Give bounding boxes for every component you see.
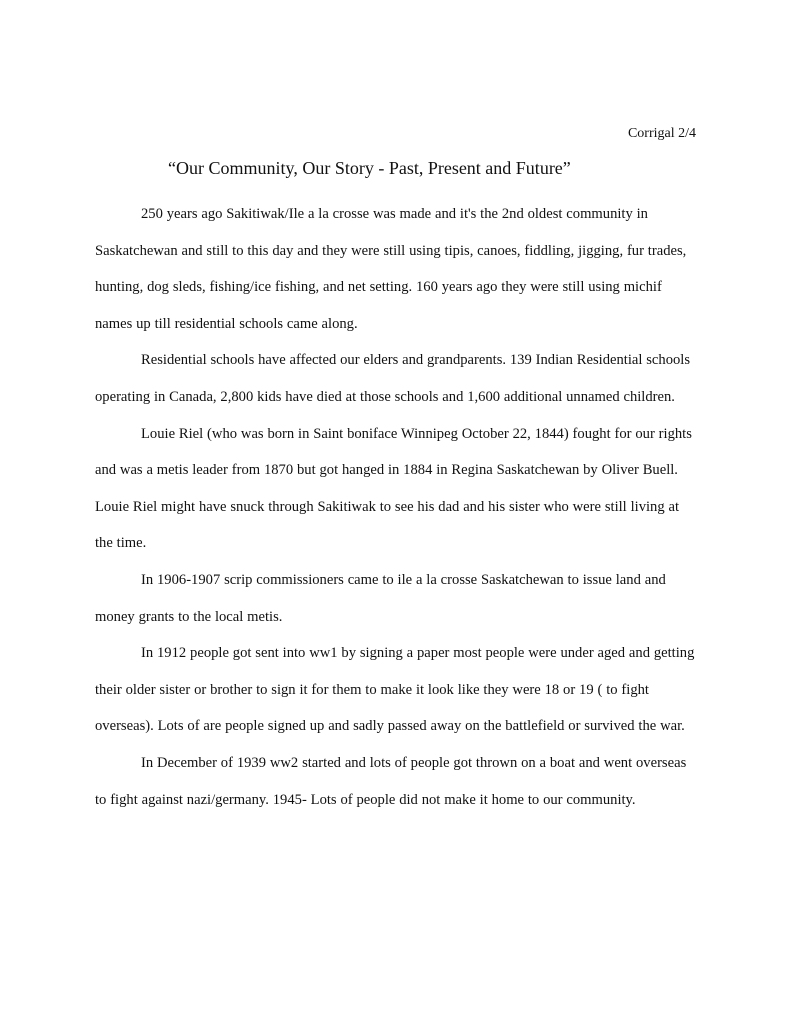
paragraph: In December of 1939 ww2 started and lots of people got thrown on a boat and went overseas to fight against nazi/germany. 1945- Lots of people did not make it home to our community. (95, 754, 687, 808)
page-header: Corrigal 2/4 (627, 126, 696, 141)
paragraph: In 1906-1907 scrip commissioners came to ile a la crosse Saskatchewan to issue land and money grants to the local metis. (95, 571, 666, 625)
essay-body (95, 196, 699, 818)
paragraph: Louie Riel (who was born in Saint boniface Winnipeg October 22, 1844) fought for our rights and was a metis leader from 1870 but got hanged in 1884 in Regina Saskatchewan by Oliver Buell. Louie Riel might have snuck through Sakitiwak to see his dad and his sister who were still living at the time. (95, 425, 692, 552)
paragraph: Residential schools have affected our elders and grandparents. 139 Indian Residential schools operating in Canada, 2,800 kids have died at those schools and 1,600 additional unnamed children. (95, 352, 691, 405)
paragraph: In 1912 people got sent into ww1 by signing a paper most people were under aged and getting their older sister or brother to sign it for them to make it look like they were 18 or 19 ( to fight overseas). Lots of are people signed up and sadly passed away on the battlefield or survived the war. (95, 645, 695, 735)
paragraph: 250 years ago Sakitiwak/Ile a la crosse was made and it's the 2nd oldest community in Saskatchewan and still to this day and they were still using tipis, canoes, fiddling, jigging, fur trades, hunting, dog sleds, fishing/ice fishing, and net setting. 160 years ago they were still using michif names up till residential schools came along. (95, 206, 687, 332)
essay-title: “Our Community, Our Story - Past, Present and Future” (168, 158, 571, 178)
